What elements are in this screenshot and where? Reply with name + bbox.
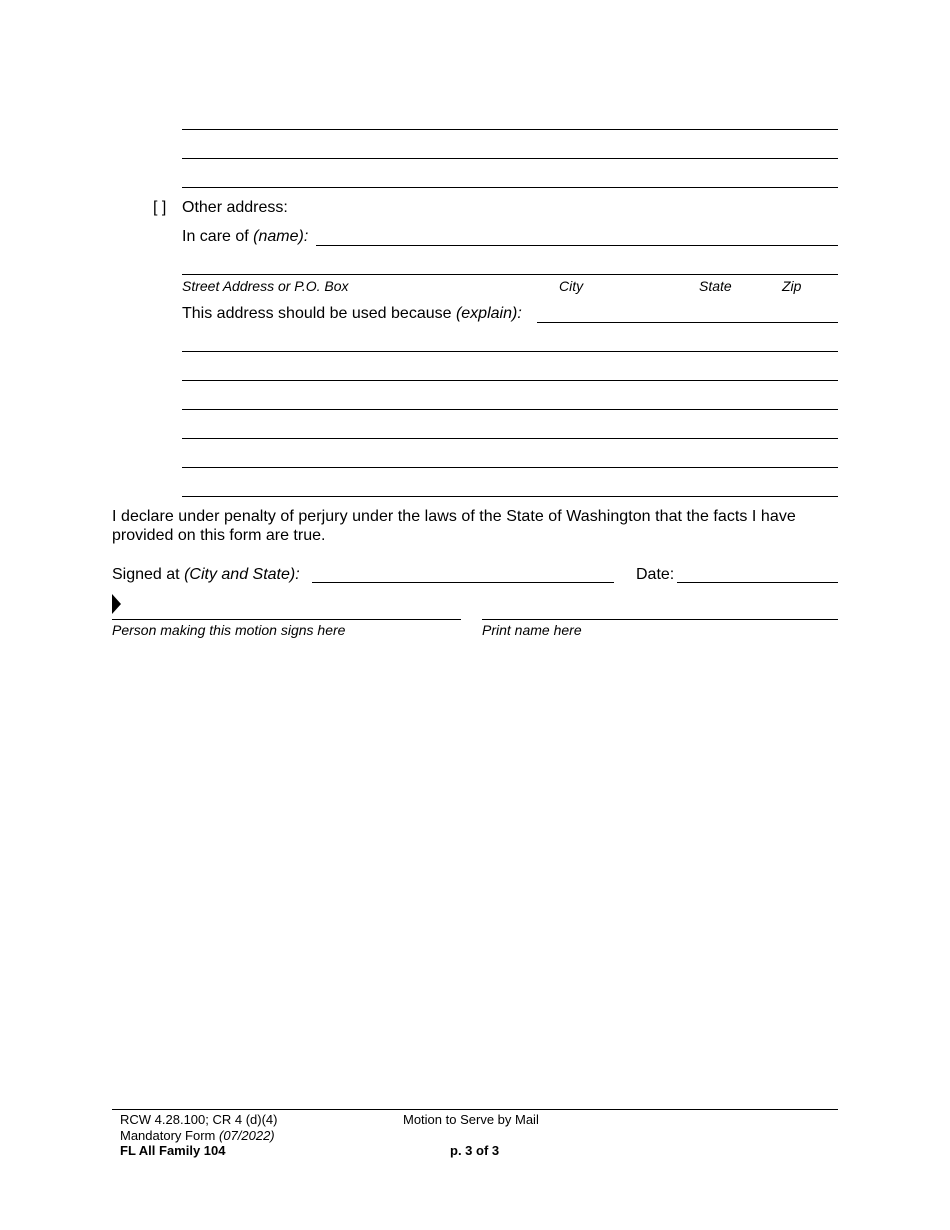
state-caption: State bbox=[699, 278, 732, 294]
footer-mandatory-prefix: Mandatory Form bbox=[120, 1128, 219, 1143]
declaration-line-1: I declare under penalty of perjury under the laws of the State of Washington that the facts I have bbox=[112, 508, 796, 525]
footer-mandatory-date: (07/2022) bbox=[218, 1128, 275, 1143]
print-name-caption: Print name here bbox=[482, 622, 582, 638]
in-care-of-prefix: In care of bbox=[182, 228, 254, 245]
other-address-checkbox[interactable]: [ ] bbox=[153, 199, 167, 216]
zip-caption: Zip bbox=[782, 278, 802, 294]
date-label: Date: bbox=[636, 566, 675, 583]
city-caption: City bbox=[559, 278, 584, 294]
signature-field[interactable] bbox=[112, 619, 461, 620]
declaration-line-2: provided on this form are true. bbox=[112, 527, 326, 544]
reason-line-5[interactable] bbox=[182, 467, 838, 468]
other-address-label: Other address: bbox=[182, 199, 288, 216]
print-name-field[interactable] bbox=[482, 619, 838, 620]
sign-here-arrow-icon bbox=[112, 594, 121, 614]
reason-line-1[interactable] bbox=[182, 351, 838, 352]
footer-rule bbox=[112, 1109, 838, 1110]
date-field[interactable] bbox=[677, 582, 838, 583]
signed-at-prefix: Signed at bbox=[112, 566, 185, 583]
reason-hint: (explain): bbox=[455, 305, 522, 322]
in-care-of-field[interactable] bbox=[316, 245, 838, 246]
footer-rcw: RCW 4.28.100; CR 4 (d)(4) bbox=[120, 1112, 278, 1127]
footer-mandatory bbox=[120, 1128, 275, 1144]
fill-line-top-1[interactable] bbox=[182, 129, 838, 130]
reason-prefix: This address should be used because bbox=[182, 305, 456, 322]
in-care-of-label bbox=[182, 228, 308, 246]
signature-caption: Person making this motion signs here bbox=[112, 622, 346, 638]
reason-line-3[interactable] bbox=[182, 409, 838, 410]
street-address-caption: Street Address or P.O. Box bbox=[182, 278, 349, 294]
signed-at-label bbox=[112, 566, 300, 584]
reason-line-4[interactable] bbox=[182, 438, 838, 439]
reason-field[interactable] bbox=[537, 322, 838, 323]
reason-label bbox=[182, 305, 522, 323]
in-care-of-hint: (name): bbox=[253, 228, 309, 245]
footer-form-id: FL All Family 104 bbox=[120, 1143, 226, 1158]
footer-page: p. 3 of 3 bbox=[450, 1143, 500, 1158]
reason-line-2[interactable] bbox=[182, 380, 838, 381]
reason-line-6[interactable] bbox=[182, 496, 838, 497]
street-address-field[interactable] bbox=[182, 274, 838, 275]
fill-line-top-3[interactable] bbox=[182, 187, 838, 188]
signed-at-field[interactable] bbox=[312, 582, 614, 583]
signed-at-hint: (City and State): bbox=[184, 566, 300, 583]
fill-line-top-2[interactable] bbox=[182, 158, 838, 159]
footer-title: Motion to Serve by Mail bbox=[403, 1112, 539, 1127]
